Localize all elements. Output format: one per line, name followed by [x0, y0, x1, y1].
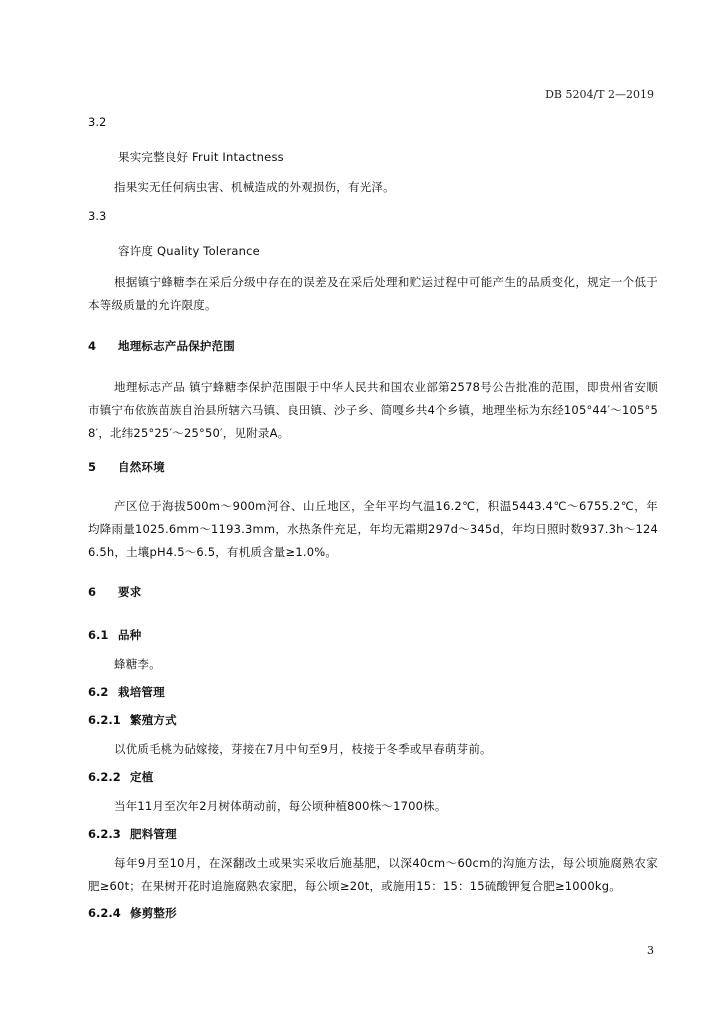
section-title-5: 自然环境 — [118, 460, 165, 474]
section-number-6-2-4: 6.2.4 — [88, 906, 121, 920]
section-number-6-1: 6.1 — [88, 628, 109, 642]
section-number-3-2: 3.2 — [88, 115, 107, 129]
section-body-6-2-3: 每年9月至10月，在深翻改土或果实采收后施基肥，以深40cm～60cm的沟施方法，每公顷施腐熟农家肥≥60t；在果树开花时追施腐熟农家肥，每公顷≥20t，或施用15：15：15硫酸钾复合肥≥1000kg。 — [88, 856, 658, 893]
section-title-6-2-3: 肥料管理 — [130, 827, 177, 841]
section-number-6-2: 6.2 — [88, 685, 109, 699]
section-body-4: 地理标志产品 镇宁蜂糖李保护范围限于中华人民共和国农业部第2578号公告批准的范围，即贵州省安顺市镇宁布依族苗族自治县所辖六马镇、良田镇、沙子乡、简嘎乡共4个乡镇，地理坐标为东经105°44′～105°58′，北纬25°25′～25°50′，见附录A。 — [88, 380, 658, 440]
section-title-6-2-1: 繁殖方式 — [130, 713, 177, 727]
term-title-fruit-intactness: 果实完整良好 Fruit Intactness — [118, 150, 284, 164]
document-code: DB 5204/T 2—2019 — [545, 88, 654, 101]
section-title-6-2-2: 定植 — [130, 770, 154, 784]
section-number-6-2-3: 6.2.3 — [88, 827, 121, 841]
page-number: 3 — [647, 944, 654, 957]
section-number-6: 6 — [88, 585, 97, 599]
section-title-6-2-4: 修剪整形 — [130, 906, 177, 920]
section-title-6-1: 品种 — [118, 628, 142, 642]
section-number-6-2-2: 6.2.2 — [88, 770, 121, 784]
section-title-6-2: 栽培管理 — [118, 685, 165, 699]
section-body-6-1: 蜂糖李。 — [114, 657, 161, 671]
section-number-4: 4 — [88, 339, 97, 353]
section-body-6-2-2: 当年11月至次年2月树体萌动前，每公顷种植800株～1700株。 — [114, 799, 447, 813]
section-number-5: 5 — [88, 460, 97, 474]
section-body-6-2-1: 以优质毛桃为砧嫁接，芽接在7月中旬至9月，枝接于冬季或早春萌芽前。 — [114, 742, 492, 756]
section-body-5: 产区位于海拔500m～900m河谷、山丘地区，全年平均气温16.2℃，积温5443.4℃～6755.2℃，年均降雨量1025.6mm～1193.3mm，水热条件充足，年均无霜期297d～345d，年均日照时数937.3h～1246.5h，土壤pH4.5～6.5，有机质含量≥1.0%。 — [88, 499, 658, 559]
term-definition-quality-tolerance: 根据镇宁蜂糖李在采后分级中存在的误差及在采后处理和贮运过程中可能产生的品质变化，规定一个低于本等级质量的允许限度。 — [88, 275, 658, 312]
section-title-6: 要求 — [118, 585, 142, 599]
term-title-quality-tolerance: 容许度 Quality Tolerance — [118, 244, 260, 258]
section-number-6-2-1: 6.2.1 — [88, 713, 121, 727]
term-definition-fruit-intactness: 指果实无任何病虫害、机械造成的外观损伤，有光泽。 — [114, 180, 395, 194]
section-number-3-3: 3.3 — [88, 209, 107, 223]
section-title-4: 地理标志产品保护范围 — [118, 339, 235, 353]
